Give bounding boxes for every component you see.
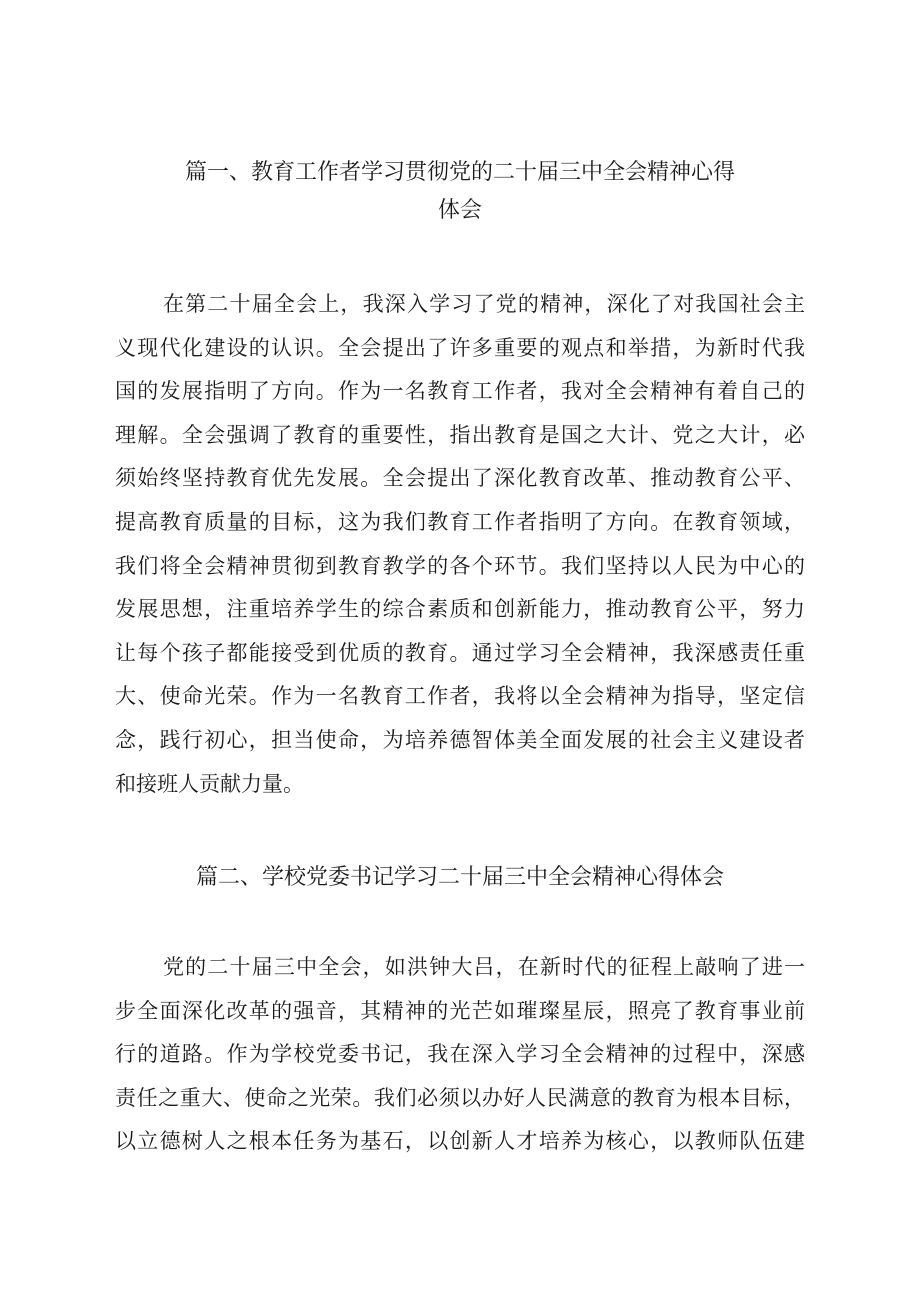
heading-line: 篇一、教育工作者学习贯彻党的二十届三中全会精神心得 [184,160,735,185]
section-1-heading [115,154,805,230]
paragraph-line: 和接班人贡献力量。 [115,771,304,796]
paragraph-line: 责任之重大、使命之光荣。我们必须以办好人民满意的教育为根本目标， [115,1085,805,1110]
paragraph-line: 党的二十届三中全会，如洪钟大吕，在新时代的征程上敲响了进一 [163,955,805,979]
paragraph-line: 在第二十届全会上，我深入学习了党的精神，深化了对我国社会主 [163,292,805,316]
paragraph-line: 理解。全会强调了教育的重要性，指出教育是国之大计、党之大计，必 [115,422,805,447]
paragraph-line: 大、使命光荣。作为一名教育工作者，我将以全会精神为指导，坚定信 [115,684,805,709]
paragraph-line: 让每个孩子都能接受到优质的教育。通过学习全会精神，我深感责任重 [115,640,805,665]
heading-line: 体会 [437,198,482,223]
paragraph-line: 发展思想，注重培养学生的综合素质和创新能力，推动教育公平，努力 [115,597,805,622]
paragraph-line: 提高教育质量的目标，这为我们教育工作者指明了方向。在教育领域， [115,509,805,534]
section-2-heading [115,859,805,897]
paragraph-line: 念，践行初心，担当使命，为培养德智体美全面发展的社会主义建设者 [115,727,805,752]
section-1-paragraph [115,283,805,806]
paragraph-line: 步全面深化改革的强音，其精神的光芒如璀璨星辰，照亮了教育事业前 [115,998,805,1023]
paragraph-line: 须始终坚持教育优先发展。全会提出了深化教育改革、推动教育公平、 [115,466,805,491]
paragraph-line: 行的道路。作为学校党委书记，我在深入学习全会精神的过程中，深感 [115,1042,805,1067]
section-2-paragraph [115,946,805,1164]
paragraph-line: 国的发展指明了方向。作为一名教育工作者，我对全会精神有着自己的 [115,379,805,404]
paragraph-line: 以立德树人之根本任务为基石，以创新人才培养为核心，以教师队伍建 [115,1129,805,1154]
paragraph-line: 义现代化建设的认识。全会提出了许多重要的观点和举措，为新时代我 [115,335,805,360]
paragraph-line: 我们将全会精神贯彻到教育教学的各个环节。我们坚持以人民为中心的 [115,553,805,578]
heading-line: 篇二、学校党委书记学习二十届三中全会精神心得体会 [195,865,724,890]
